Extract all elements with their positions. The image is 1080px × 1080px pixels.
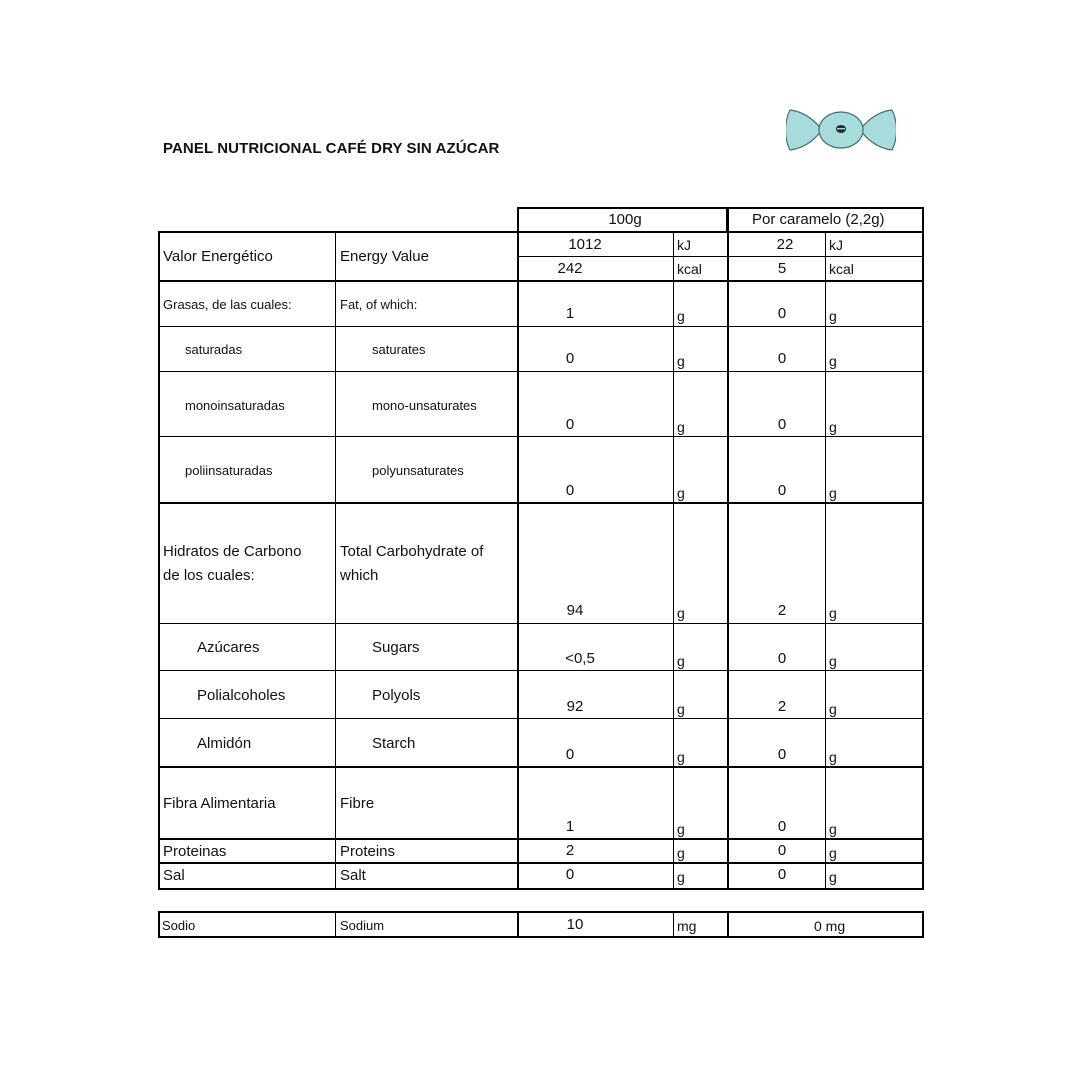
mono-en: mono-unsaturates [372,398,477,413]
fibre-candy: 0 [777,818,787,835]
carb-unit-100: g [677,605,685,621]
proteins-candy: 0 [777,842,787,859]
energy-kcal-unit: kcal [677,261,702,277]
poly-100: 0 [565,482,575,499]
sodium-candy: 0 mg [814,918,846,934]
sugars-en: Sugars [372,639,420,656]
poly-en: polyunsaturates [372,463,464,478]
saturates-es: saturadas [185,342,243,357]
starch-candy: 0 [777,746,787,763]
carb-en-line1: Total Carbohydrate of [340,543,484,560]
carb-candy: 2 [777,602,787,619]
mono-es: monoinsaturadas [185,398,285,413]
salt-unit-candy: g [829,869,837,885]
saturates-100: 0 [565,350,575,367]
poly-es: poliinsaturadas [185,463,273,478]
starch-unit-100: g [677,749,685,765]
carb-es-line2: de los cuales: [163,567,255,584]
poly-unit-candy: g [829,485,837,501]
saturates-en: saturates [372,342,426,357]
saturates-unit-100: g [677,353,685,369]
sodium-es: Sodio [162,918,196,933]
energy-kcal-100: 242 [557,260,583,277]
salt-en: Salt [340,867,366,884]
sodium-unit-100: mg [677,918,697,934]
mono-unit-candy: g [829,419,837,435]
salt-candy: 0 [777,866,787,883]
fibre-en: Fibre [340,795,375,812]
saturates-candy: 0 [777,350,787,367]
energy-kj-unit: kJ [677,237,691,253]
fat-es: Grasas, de las cuales: [163,297,292,312]
header-100g-label: 100g [608,211,642,228]
starch-unit-candy: g [829,749,837,765]
fat-unit-100: g [677,308,685,324]
proteins-unit-100: g [677,845,685,861]
energy-kcal-candy: 5 [777,260,787,277]
fibre-es: Fibra Alimentaria [163,795,276,812]
energy-kj-100: 1012 [568,236,602,253]
sugars-100: <0,5 [565,650,595,667]
proteins-en: Proteins [340,843,396,860]
polyols-en: Polyols [372,687,421,704]
sugars-unit-candy: g [829,653,837,669]
fat-candy: 0 [777,305,787,322]
poly-candy: 0 [777,482,787,499]
starch-es: Almidón [197,735,252,752]
energy-kj-candy: 22 [776,236,794,253]
fibre-unit-candy: g [829,821,837,837]
fat-100: 1 [565,305,575,322]
fat-unit-candy: g [829,308,837,324]
proteins-100: 2 [565,842,575,859]
starch-100: 0 [565,746,575,763]
polyols-unit-100: g [677,701,685,717]
proteins-unit-candy: g [829,845,837,861]
polyols-100: 92 [566,698,584,715]
energy-en: Energy Value [340,248,429,265]
mono-candy: 0 [777,416,787,433]
mono-100: 0 [565,416,575,433]
poly-unit-100: g [677,485,685,501]
energy-kcal-unit-candy: kcal [829,261,854,277]
proteins-es: Proteinas [163,843,227,860]
mono-unit-100: g [677,419,685,435]
starch-en: Starch [372,735,416,752]
salt-es: Sal [163,867,185,884]
sodium-en: Sodium [340,918,385,933]
sugars-candy: 0 [777,650,787,667]
polyols-candy: 2 [777,698,787,715]
polyols-unit-candy: g [829,701,837,717]
sodium-100: 10 [566,916,584,933]
carb-es-line1: Hidratos de Carbono [163,543,302,560]
salt-100: 0 [565,866,575,883]
fibre-100: 1 [565,818,575,835]
polyols-es: Polialcoholes [197,687,286,704]
fat-en: Fat, of which: [340,297,418,312]
energy-es: Valor Energético [163,248,273,265]
candy-icon [786,104,896,156]
saturates-unit-candy: g [829,353,837,369]
fibre-unit-100: g [677,821,685,837]
salt-unit-100: g [677,869,685,885]
carb-en-line2: which [340,567,379,584]
energy-kj-unit-candy: kJ [829,237,843,253]
header-per-candy-label: Por caramelo (2,2g) [752,211,885,228]
sugars-es: Azúcares [197,639,260,656]
page-title: PANEL NUTRICIONAL CAFÉ DRY SIN AZÚCAR [163,140,500,157]
carb-100: 94 [566,602,584,619]
sugars-unit-100: g [677,653,685,669]
carb-unit-candy: g [829,605,837,621]
